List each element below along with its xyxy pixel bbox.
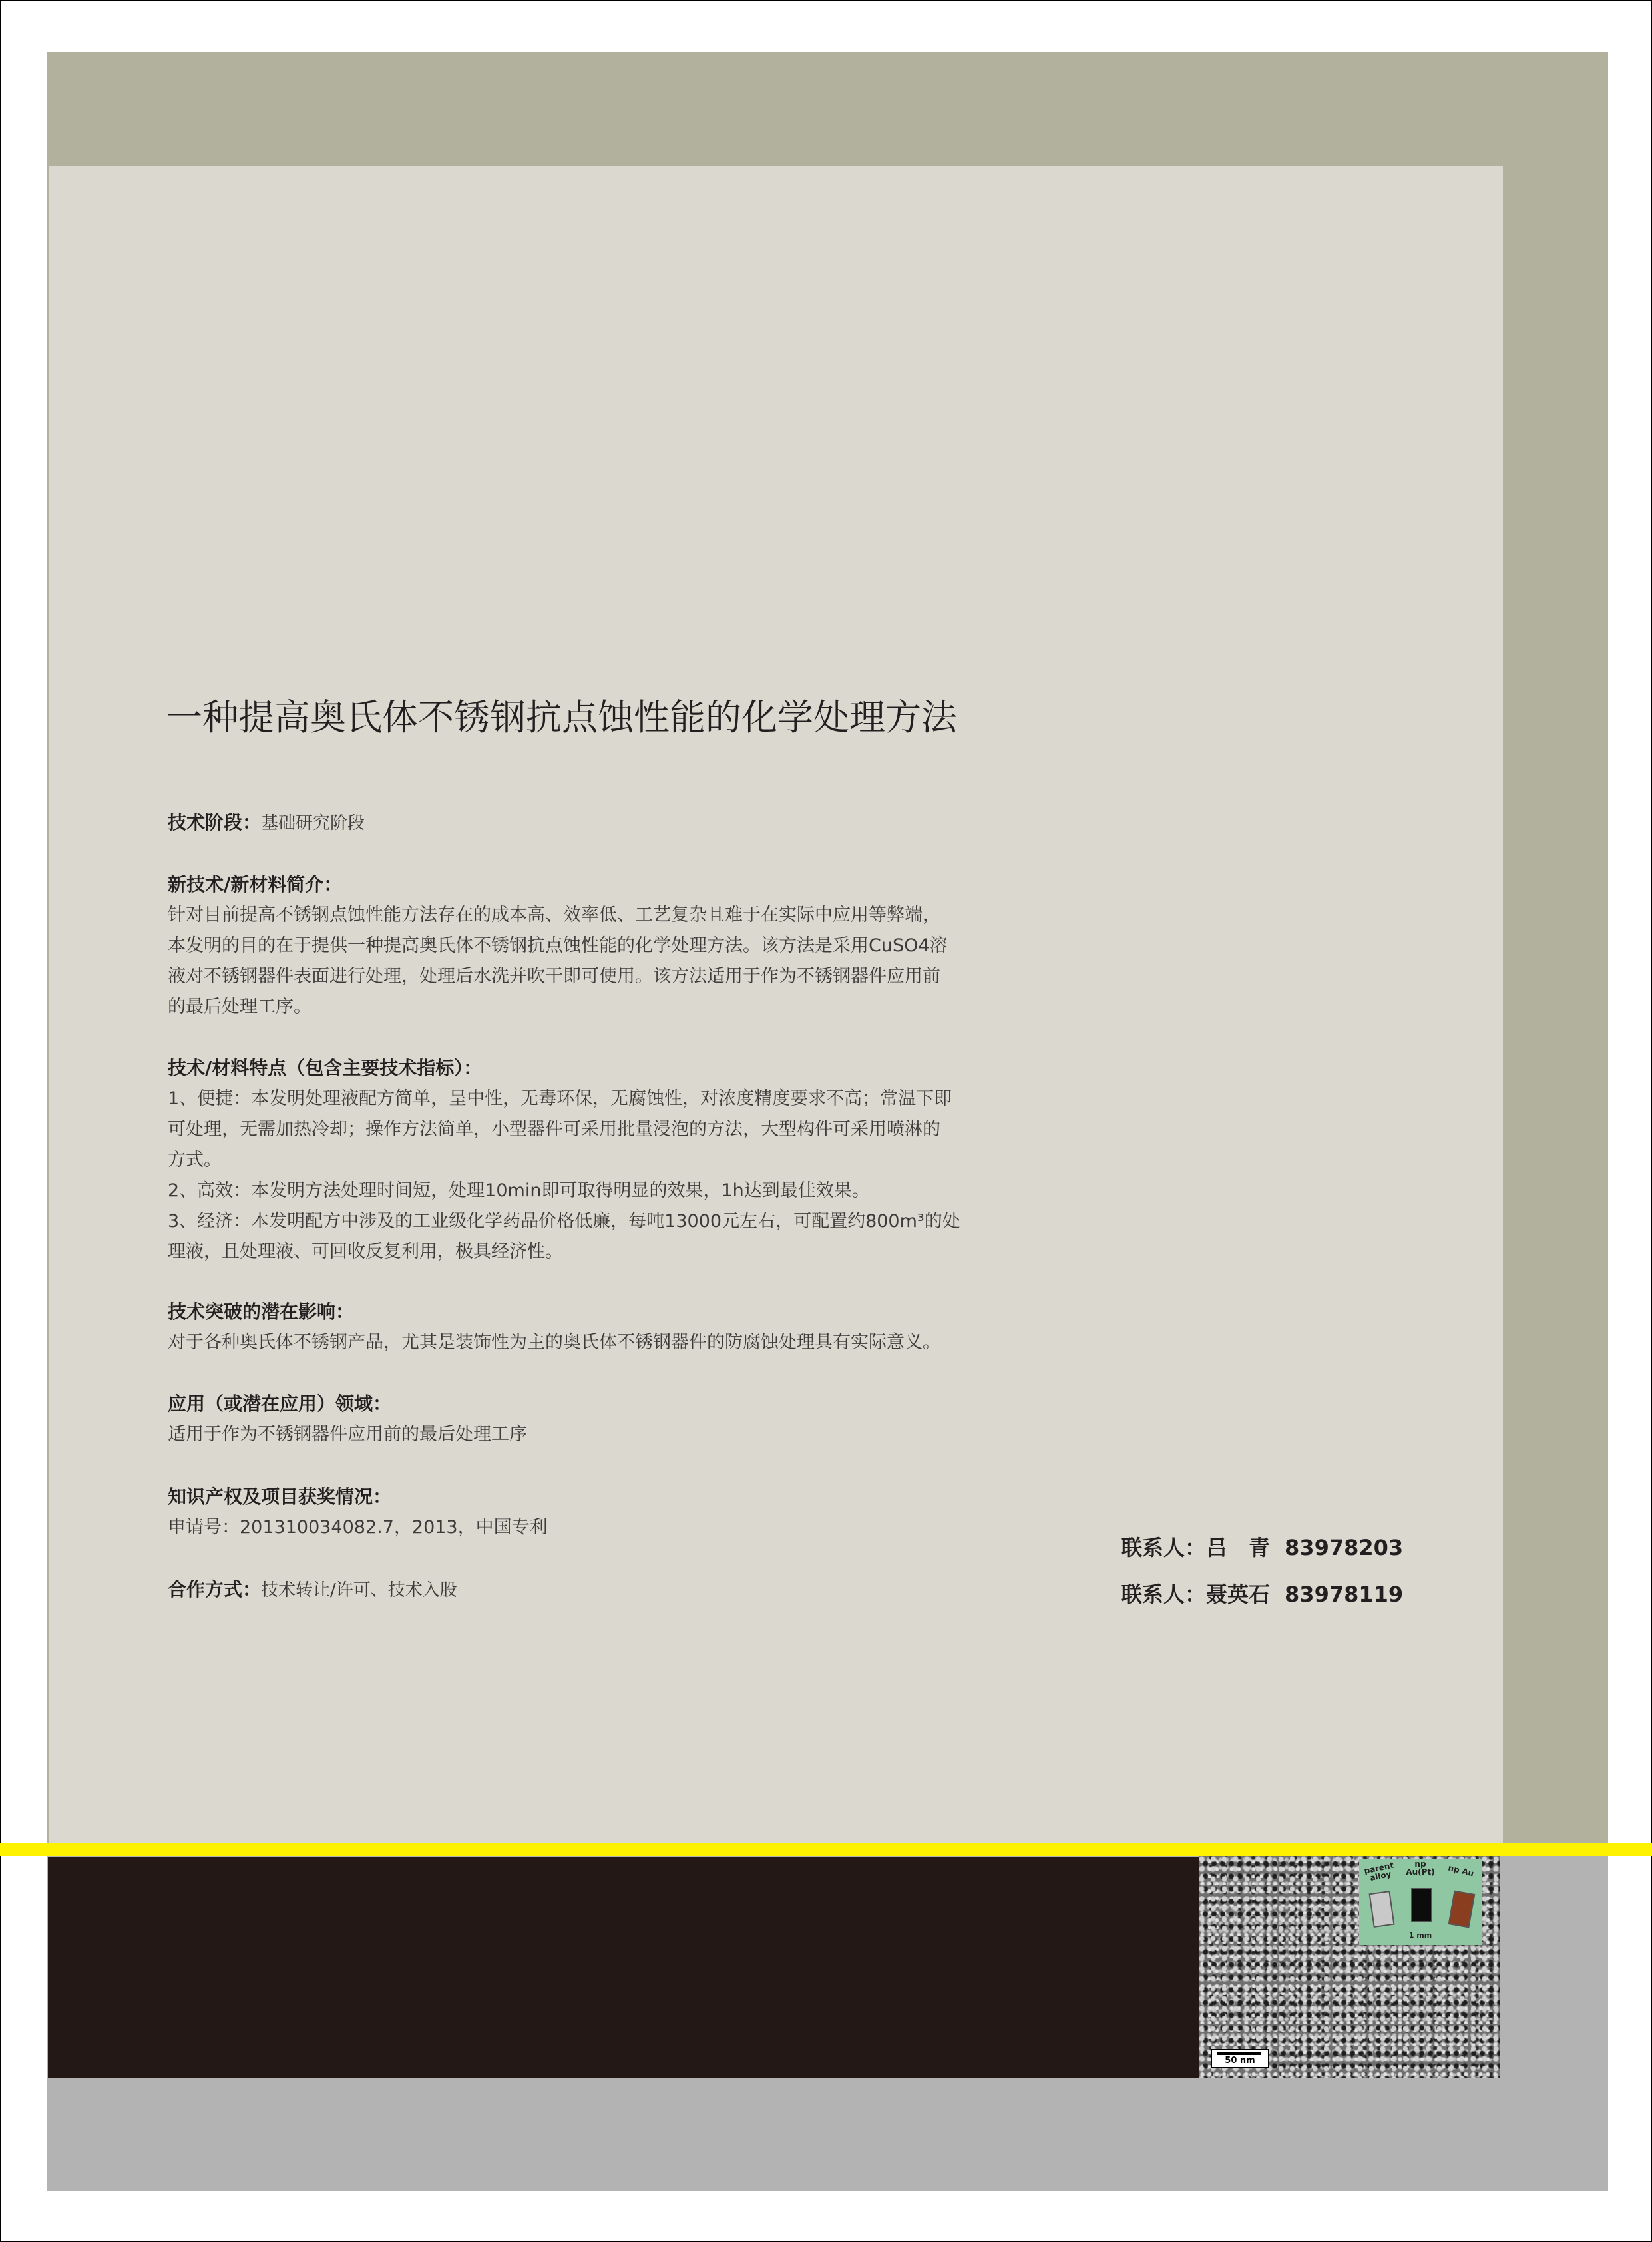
intro-line: 本发明的目的在于提供一种提高奥氏体不锈钢抗点蚀性能的化学处理方法。该方法是采用CuSO4溶 (168, 935, 948, 956)
features-line: 2、高效：本发明方法处理时间短，处理10min即可取得明显的效果，1h达到最佳效果。 (168, 1180, 870, 1201)
intro-line: 针对目前提高不锈钢点蚀性能方法存在的成本高、效率低、工艺复杂且难于在实际中应用等弊端， (168, 905, 940, 925)
impact-section (168, 1297, 1066, 1358)
intro-heading: 新技术/新材料简介： (168, 873, 343, 895)
sample-np-au (1448, 1891, 1476, 1928)
contact-phone: 83978203 (1285, 1535, 1404, 1560)
intro-section (168, 869, 1066, 1022)
contact-name: 聂英石 (1206, 1582, 1271, 1607)
inset-label-parent-alloy: parent alloy (1363, 1860, 1395, 1883)
application-heading: 应用（或潜在应用）领域： (168, 1393, 392, 1415)
intro-line: 的最后处理工序。 (168, 997, 311, 1017)
contact-line (1121, 1578, 1403, 1608)
sample-np-au-pt (1411, 1888, 1432, 1922)
ip-line: 申请号：201310034082.7，2013，中国专利 (168, 1517, 548, 1538)
inset-label-np-au-pt: np Au(Pt) (1406, 1859, 1435, 1877)
intro-line: 液对不锈钢器件表面进行处理，处理后水洗并吹干即可使用。该方法适用于作为不锈钢器件应用前 (168, 966, 940, 987)
inset-scale-label: 1 mm (1408, 1931, 1432, 1940)
features-line: 3、经济：本发明配方中涉及的工业级化学药品价格低廉，每吨13000元左右，可配置约800m³的处 (168, 1211, 960, 1232)
features-section (168, 1053, 1066, 1267)
contact-line (1121, 1531, 1403, 1562)
features-line: 理液，且处理液、可回收反复利用，极具经济性。 (168, 1241, 563, 1262)
features-line: 方式。 (168, 1150, 222, 1170)
impact-heading: 技术突破的潜在影响： (168, 1301, 355, 1323)
inset-label-np-au: np Au (1447, 1863, 1475, 1879)
contact-name: 吕 青 (1206, 1535, 1271, 1560)
application-section (168, 1389, 1066, 1450)
cooperation-label: 合作方式： (168, 1578, 262, 1600)
sample-photo-inset (1359, 1859, 1482, 1945)
dark-footer-band (48, 1857, 1199, 2078)
stage-value: 基础研究阶段 (261, 813, 365, 833)
features-heading: 技术/材料特点（包含主要技术指标）： (168, 1057, 483, 1079)
cooperation-value: 技术转让/许可、技术入股 (261, 1580, 457, 1600)
features-line: 可处理，无需加热冷却；操作方法简单，小型器件可采用批量浸泡的方法，大型构件可采用喷淋的 (168, 1119, 940, 1140)
document-title: 一种提高奥氏体不锈钢抗点蚀性能的化学处理方法 (166, 696, 957, 738)
sem-micrograph-image (1199, 1856, 1500, 2078)
contact-label: 联系人： (1121, 1582, 1207, 1607)
scale-bar-label: 50 nm (1225, 2056, 1255, 2066)
yellow-accent-line (0, 1843, 1652, 1856)
application-line: 适用于作为不锈钢器件应用前的最后处理工序 (168, 1424, 527, 1445)
ip-section (168, 1482, 1066, 1543)
scale-bar (1217, 2052, 1261, 2055)
cooperation-section (168, 1575, 1066, 1602)
ip-heading: 知识产权及项目获奖情况： (168, 1486, 392, 1508)
scale-bar-box (1211, 2049, 1269, 2068)
stage-section (168, 808, 1066, 835)
stage-label: 技术阶段： (168, 811, 262, 833)
sample-parent-alloy (1369, 1891, 1395, 1928)
contact-phone: 83978119 (1285, 1582, 1404, 1607)
contact-label: 联系人： (1121, 1535, 1207, 1560)
features-line: 1、便捷：本发明处理液配方简单，呈中性，无毒环保，无腐蚀性，对浓度精度要求不高；常温下即 (168, 1088, 952, 1109)
impact-line: 对于各种奥氏体不锈钢产品，尤其是装饰性为主的奥氏体不锈钢器件的防腐蚀处理具有实际意义。 (168, 1332, 940, 1353)
